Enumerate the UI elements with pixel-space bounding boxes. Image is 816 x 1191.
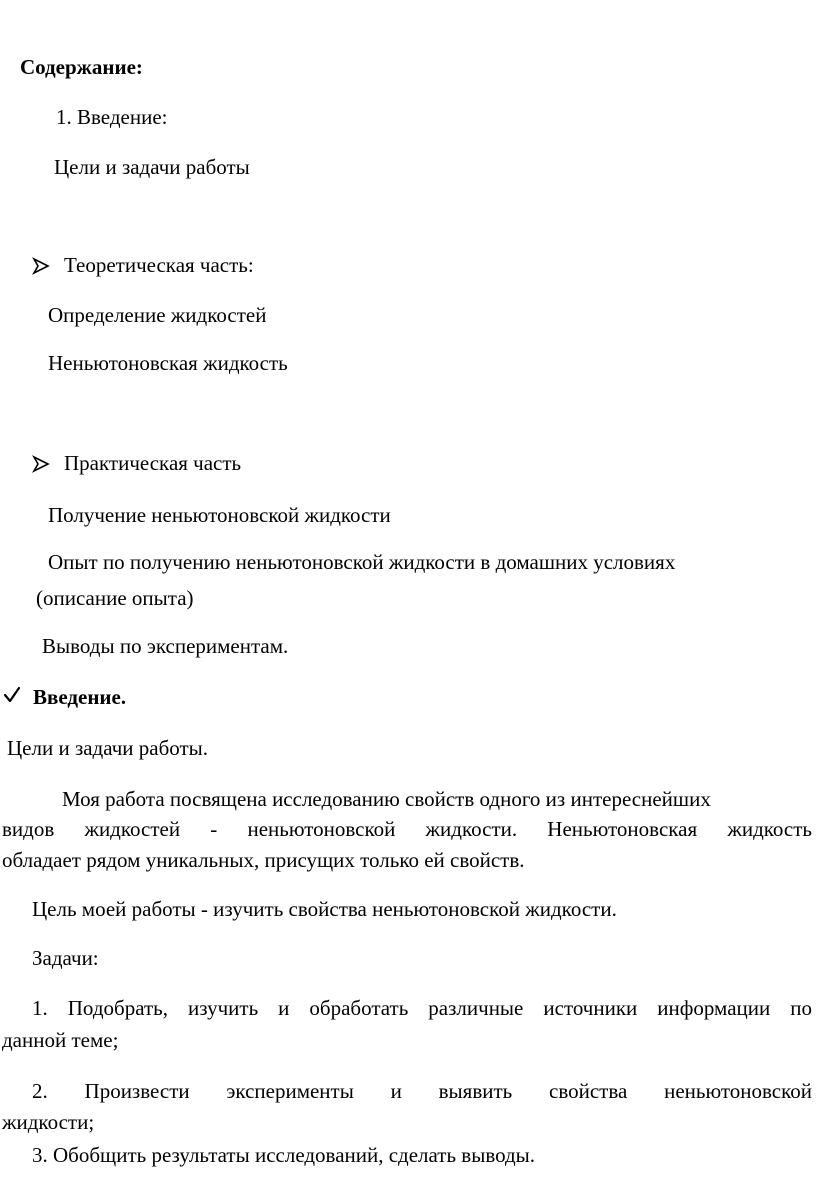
intro-subheading: Цели и задачи работы. — [7, 736, 209, 760]
contents-conclusions: Выводы по экспериментам. — [42, 634, 289, 658]
intro-paragraph-line2: видов жидкостей - неньютоновской жидкости. Неньютоновская жидкость — [2, 817, 812, 841]
intro-paragraph-line3: обладает рядом уникальных, присущих только ей свойств. — [2, 848, 525, 872]
contents-theory-sub2: Неньютоновская жидкость — [48, 351, 288, 375]
task1-line1: 1. Подобрать, изучить и обработать различные источники информации по — [32, 996, 812, 1020]
contents-practice-sub1: Получение неньютоновской жидкости — [48, 503, 391, 527]
contents-item-introduction: 1. Введение: — [56, 105, 168, 129]
arrow-bullet-icon — [32, 455, 50, 473]
task2-line2: жидкости; — [2, 1110, 95, 1134]
contents-practice-sub2-line1: Опыт по получению неньютоновской жидкости в домашних условиях — [48, 550, 676, 574]
intro-tasks-label: Задачи: — [32, 946, 99, 970]
task1-line2: данной теме; — [2, 1028, 119, 1052]
arrow-bullet-icon — [32, 257, 50, 275]
contents-practice: Практическая часть — [64, 451, 242, 475]
contents-title: Содержание: — [20, 55, 143, 79]
intro-heading: Введение. — [33, 685, 127, 709]
contents-theory-sub1: Определение жидкостей — [48, 303, 267, 327]
contents-practice-sub2-line2: (описание опыта) — [36, 586, 194, 610]
intro-paragraph-line1: Моя работа посвящена исследованию свойств одного из интереснейших — [62, 787, 711, 811]
contents-goals: Цели и задачи работы — [54, 155, 250, 179]
task3: 3. Обобщить результаты исследований, сделать выводы. — [32, 1143, 536, 1167]
task2-line1: 2. Произвести эксперименты и выявить свойства неньютоновской — [32, 1079, 812, 1103]
contents-theory: Теоретическая часть: — [64, 253, 254, 277]
checkmark-bullet-icon — [3, 686, 21, 704]
intro-goal: Цель моей работы - изучить свойства неньютоновской жидкости. — [32, 897, 617, 921]
